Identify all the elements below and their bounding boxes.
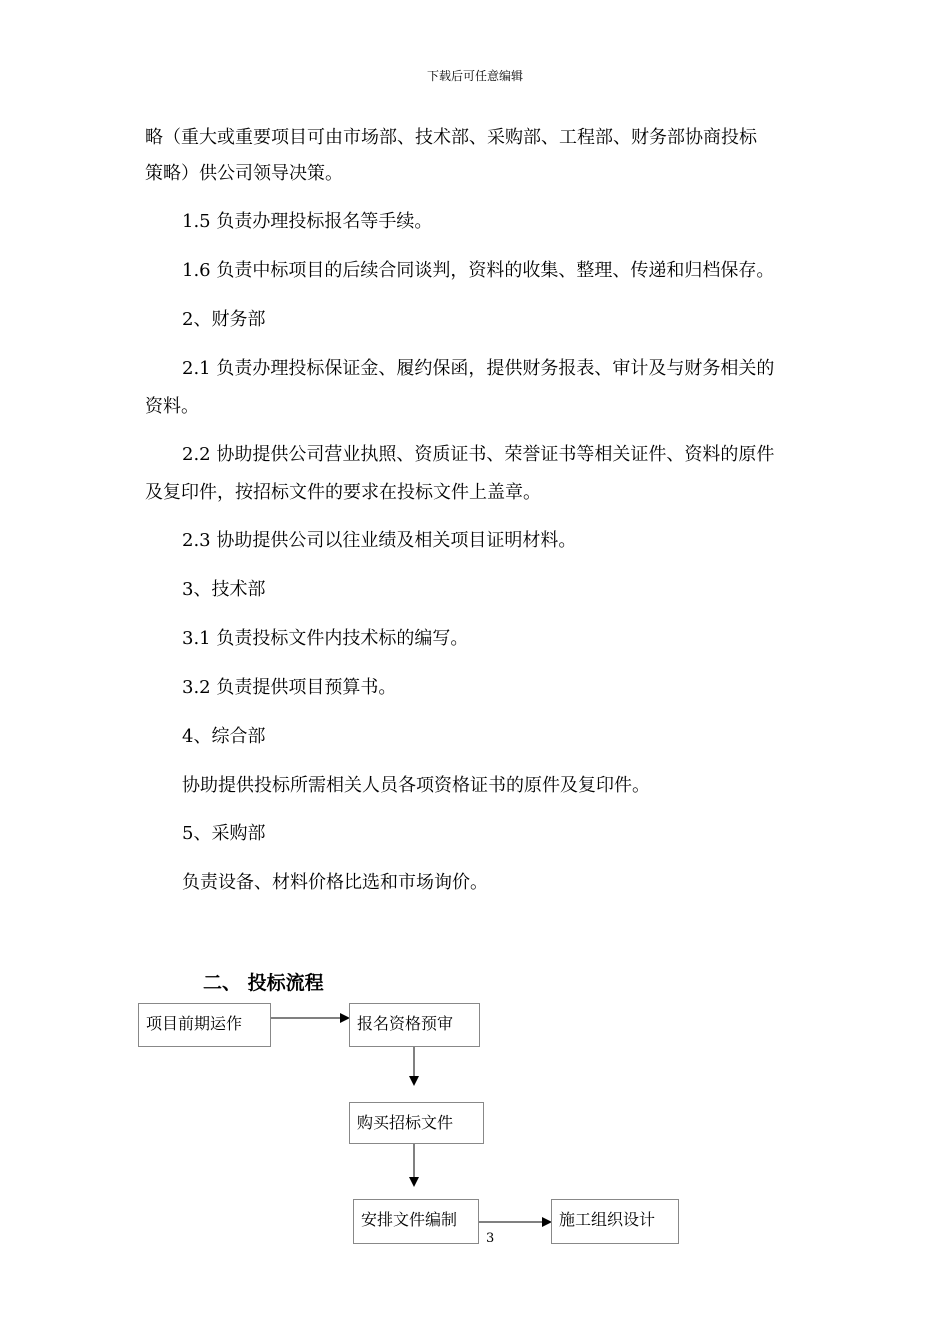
flow-box-construction-design: 施工组织设计 xyxy=(551,1199,679,1244)
paragraph-line: 1.5 负责办理投标报名等手续。 xyxy=(182,211,433,232)
flow-box-project-preparation: 项目前期运作 xyxy=(138,1003,271,1047)
paragraph-line: 2.1 负责办理投标保证金、履约保函，提供财务报表、审计及与财务相关的 xyxy=(182,358,775,379)
paragraph-line: 3.2 负责提供项目预算书。 xyxy=(182,677,397,698)
paragraph-line: 略（重大或重要项目可由市场部、技术部、采购部、工程部、财务部协商投标 xyxy=(145,127,757,148)
paragraph-line: 负责设备、材料价格比选和市场询价。 xyxy=(182,872,488,893)
paragraph-line: 策略）供公司领导决策。 xyxy=(145,163,343,184)
flow-box-registration: 报名资格预审 xyxy=(349,1003,480,1047)
paragraph-line: 资料。 xyxy=(145,396,199,417)
section-title-tech: 3、技术部 xyxy=(182,579,266,600)
paragraph-line: 2.2 协助提供公司营业执照、资质证书、荣誉证书等相关证件、资料的原件 xyxy=(182,444,775,465)
section-title-purchase: 5、采购部 xyxy=(182,823,266,844)
section-title-general: 4、综合部 xyxy=(182,726,266,747)
paragraph-line: 3.1 负责投标文件内技术标的编写。 xyxy=(182,628,469,649)
page-number: 3 xyxy=(486,1231,495,1246)
page-header: 下载后可任意编辑 xyxy=(426,69,523,83)
flow-box-arrange-docs: 安排文件编制 xyxy=(353,1199,479,1244)
paragraph-line: 及复印件，按招标文件的要求在投标文件上盖章。 xyxy=(145,482,541,503)
paragraph-line: 1.6 负责中标项目的后续合同谈判，资料的收集、整理、传递和归档保存。 xyxy=(182,260,775,281)
flow-box-buy-tender-docs: 购买招标文件 xyxy=(349,1102,484,1144)
paragraph-line: 2.3 协助提供公司以往业绩及相关项目证明材料。 xyxy=(182,530,577,551)
paragraph-line: 协助提供投标所需相关人员各项资格证书的原件及复印件。 xyxy=(182,775,650,796)
section-heading: 二、 投标流程 xyxy=(203,972,324,994)
section-title-finance: 2、财务部 xyxy=(182,309,266,330)
